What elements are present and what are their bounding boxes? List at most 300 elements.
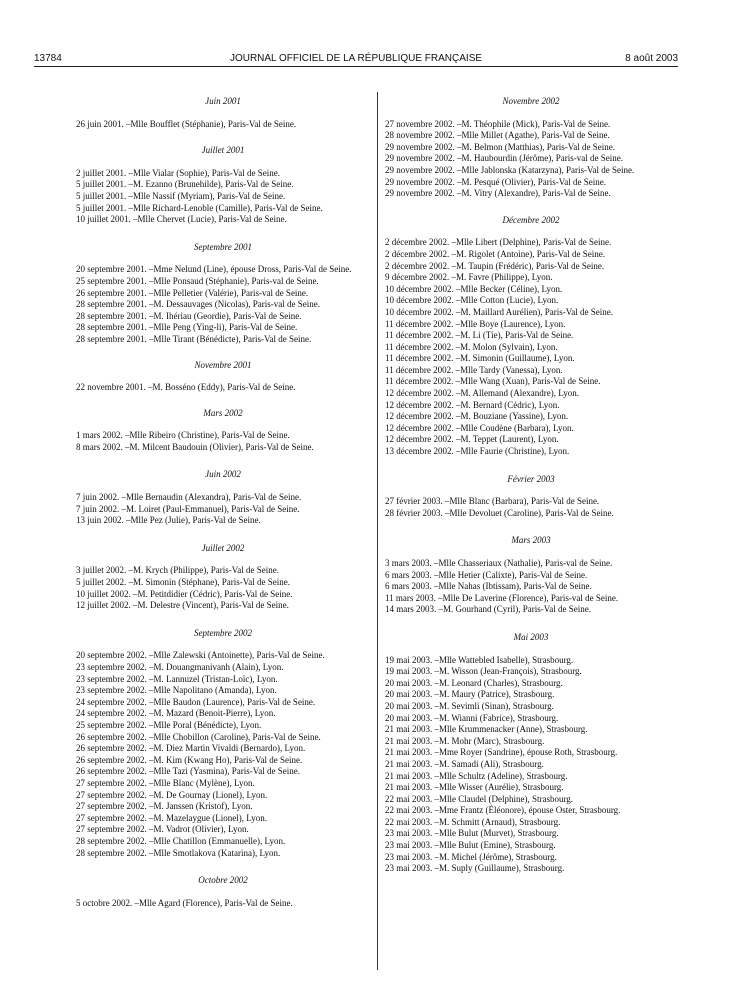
entry-list — [76, 168, 370, 226]
entry-date: 10 juillet 2001. – — [76, 214, 138, 225]
entry-date: 23 septembre 2002. – — [76, 662, 154, 672]
entry-text: M. Allemand (Alexandre), Lyon. — [460, 388, 579, 399]
entry-date: 12 juillet 2002. – — [76, 600, 138, 611]
entry-text: M. Loiret (Paul-Emmanuel), Paris-Val de Seine. — [126, 503, 300, 514]
entry-text: M. Douangmanivanh (Alain), Lyon. — [153, 662, 284, 672]
entry-list — [76, 119, 370, 131]
entry-text: M. Teppet (Laurent), Lyon. — [460, 434, 559, 445]
entry-text: Mlle Blanc (Mylène), Lyon. — [153, 777, 255, 788]
entry-text: Mlle Nahas (Ibtissam), Paris-Val de Seine. — [438, 581, 592, 592]
entry-date: 22 novembre 2001. – — [76, 382, 153, 393]
entry-text: Mlle Ribeiro (Christine), Paris-Val de Seine. — [129, 430, 290, 441]
entry-date: 19 mai 2003. – — [385, 654, 439, 665]
entry-date: 26 septembre 2002. – — [76, 754, 154, 765]
list-item — [385, 188, 677, 200]
entry-text: Mlle Chobillon (Caroline), Paris-Val de Seine. — [153, 731, 321, 742]
entry-text: M. Janssen (Kristof), Lyon. — [153, 801, 253, 812]
list-item — [76, 119, 370, 131]
entry-date: 19 mai 2003. – — [385, 666, 439, 677]
list-item — [385, 423, 677, 435]
entry-text: Mlle Napolitano (Amanda), Lyon. — [153, 685, 277, 696]
list-item — [385, 581, 677, 593]
entry-date: 5 juillet 2002. – — [76, 577, 133, 588]
entry-list — [76, 382, 370, 394]
list-item — [76, 743, 370, 755]
entry-text: Mlle Chasseriaux (Nathalie), Paris-val de Seine. — [438, 558, 613, 568]
entry-date: 10 juillet 2002. – — [76, 588, 138, 599]
entry-text: Mlle Pelletier (Valérie), Paris-val de Seine. — [153, 287, 309, 298]
entry-text: M. Diez Martin Vivaldi (Bernardo), Lyon. — [153, 743, 306, 754]
list-item — [385, 817, 677, 829]
entry-date: 5 juillet 2001. – — [76, 190, 133, 201]
list-item — [385, 747, 677, 759]
entry-list — [385, 237, 677, 457]
entry-text: M. Gourhand (Cyril), Paris-Val de Seine. — [443, 604, 591, 615]
entry-text: M. Schmitt (Arnaud), Strasbourg. — [439, 816, 561, 827]
entry-text: Mlle Nassif (Myriam), Paris-Val de Seine. — [133, 190, 286, 201]
entry-date: 21 mai 2003. – — [385, 724, 439, 735]
entry-text: Mlle Ponsaud (Stéphanie), Paris-val de Seine. — [153, 275, 319, 286]
list-item — [76, 504, 370, 516]
entry-text: M. Li (Tie), Paris-Val de Seine. — [460, 330, 574, 341]
list-item — [385, 237, 677, 249]
entry-text: M. Lannuzel (Tristan-Loïc), Lyon. — [153, 673, 278, 684]
entry-text: Mlle Agard (Florence), Paris-Val de Seine. — [139, 897, 293, 908]
entry-date: 26 septembre 2002. – — [76, 766, 154, 777]
list-item — [76, 824, 370, 836]
list-item — [76, 766, 370, 778]
entry-date: 1 mars 2002. – — [76, 430, 130, 441]
list-item — [76, 299, 370, 311]
list-item — [76, 674, 370, 686]
entry-date: 11 décembre 2002. – — [385, 341, 461, 352]
entry-date: 12 décembre 2002. – — [385, 422, 461, 433]
entry-date: 29 novembre 2002. – — [385, 153, 462, 164]
entry-date: 28 septembre 2001. – — [76, 322, 154, 333]
entry-text: Mlle Vialar (Sophie), Paris-Val de Seine. — [133, 167, 281, 178]
list-item — [76, 732, 370, 744]
entry-date: 20 mai 2003. – — [385, 712, 439, 723]
entry-date: 3 mars 2003. – — [385, 558, 439, 568]
list-item — [76, 813, 370, 825]
list-item — [76, 848, 370, 860]
entry-list — [76, 650, 370, 859]
section-title: Novembre 2001 — [194, 359, 252, 370]
entry-text: Mlle Tirant (Bénédicte), Paris-Val de Seine. — [153, 333, 312, 344]
list-item — [76, 203, 370, 215]
list-item — [385, 689, 677, 701]
list-item — [385, 411, 677, 423]
section-title: Février 2003 — [507, 473, 555, 484]
list-item — [76, 662, 370, 674]
entry-date: 27 novembre 2002. – — [385, 118, 462, 129]
entry-date: 11 décembre 2002. – — [385, 376, 461, 387]
entry-date: 24 septembre 2002. – — [76, 708, 154, 719]
entry-text: M. Bosséno (Eddy), Paris-Val de Seine. — [152, 382, 296, 393]
entry-date: 13 décembre 2002. – — [385, 446, 461, 457]
section-title: Mai 2003 — [513, 631, 549, 642]
entry-text: M. Milcent Baudouin (Olivier), Paris-Val de Seine. — [129, 441, 314, 452]
list-item — [385, 365, 677, 377]
month-section — [76, 875, 370, 909]
entry-date: 12 décembre 2002. – — [385, 399, 461, 410]
entry-date: 21 mai 2003. – — [385, 770, 439, 781]
section-title: Novembre 2002 — [502, 96, 560, 106]
entry-date: 5 juillet 2001. – — [76, 179, 133, 190]
entry-text: Mlle Claudel (Delphine), Strasbourg. — [439, 793, 574, 804]
section-title: Juillet 2001 — [201, 145, 245, 156]
list-item — [385, 570, 677, 582]
list-item — [385, 666, 677, 678]
entry-list — [76, 898, 370, 910]
entry-date: 23 mai 2003. – — [385, 851, 439, 862]
entry-text: M. Favre (Philippe), Lyon. — [455, 272, 553, 283]
list-item — [385, 295, 677, 307]
list-item — [385, 261, 677, 273]
entry-date: 26 juin 2001. – — [76, 118, 131, 129]
entry-date: 20 mai 2003. – — [385, 677, 439, 688]
month-section — [385, 535, 677, 616]
month-section — [76, 145, 370, 226]
entry-date: 27 février 2003. – — [385, 496, 450, 507]
entry-date: 26 septembre 2001. – — [76, 287, 154, 298]
entry-text: Mlle Bernaudin (Alexandra), Paris-Val de Seine. — [126, 492, 302, 503]
list-item — [385, 434, 677, 446]
entry-text: M. Petitdidier (Cédric), Paris-Val de Seine. — [137, 588, 293, 599]
entry-text: Mlle Baudon (Laurence), Paris-Val de Seine. — [153, 696, 316, 707]
entry-date: 2 décembre 2002. – — [385, 260, 456, 271]
entry-date: 6 mars 2003. – — [385, 569, 439, 580]
entry-date: 25 septembre 2002. – — [76, 719, 154, 730]
entry-text: Mlle Wattebled Isabelle), Strasbourg. — [439, 654, 574, 665]
entry-date: 11 décembre 2002. – — [385, 364, 461, 375]
list-item — [385, 142, 677, 154]
entry-text: M. Belmon (Matthias), Paris-Val de Seine. — [461, 141, 615, 152]
list-item — [76, 191, 370, 203]
page-number: 13784 — [34, 53, 62, 64]
entry-date: 28 novembre 2002. – — [385, 130, 462, 141]
entry-date: 12 décembre 2002. – — [385, 388, 461, 399]
list-item — [385, 558, 677, 570]
list-item — [76, 790, 370, 802]
entry-date: 8 mars 2002. – — [76, 441, 130, 452]
list-item — [385, 119, 677, 131]
entry-text: M. Simonin (Stéphane), Paris-Val de Seine. — [133, 577, 290, 588]
entry-date: 7 juin 2002. – — [76, 503, 127, 514]
entry-list — [385, 119, 677, 200]
entry-text: Mlle Hetier (Calixte), Paris-Val de Seine. — [438, 569, 588, 580]
entry-date: 5 juillet 2001. – — [76, 202, 133, 213]
entry-date: 28 septembre 2001. – — [76, 310, 154, 321]
column-divider — [377, 92, 378, 970]
list-item — [385, 376, 677, 388]
list-item — [385, 165, 677, 177]
list-item — [385, 353, 677, 365]
entry-text: Mlle Bulut (Emine), Strasbourg. — [439, 840, 556, 851]
entry-text: Mlle Smotlakova (Katarina), Lyon. — [153, 847, 281, 858]
list-item — [385, 388, 677, 400]
entry-text: M. Maury (Patrice), Strasbourg. — [439, 689, 555, 700]
entry-text: Mlle Libert (Delphine), Paris-Val de Seine. — [455, 237, 612, 248]
list-item — [385, 272, 677, 284]
entry-date: 27 septembre 2002. – — [76, 824, 154, 835]
month-section — [385, 474, 677, 520]
list-item — [385, 177, 677, 189]
entry-text: Mlle Richard-Lenoble (Camille), Paris-Val de Seine. — [133, 202, 323, 213]
entry-text: M. Pesqué (Olivier), Paris-Val de Seine. — [461, 176, 606, 187]
entry-text: Mlle Wisser (Aurélie), Strasbourg. — [439, 782, 564, 793]
entry-date: 28 septembre 2001. – — [76, 333, 154, 344]
page-header — [34, 52, 678, 66]
entry-text: Mme Frantz (Éléonore), épouse Oster, Strasbourg. — [439, 805, 621, 816]
entry-text: Mlle Boye (Laurence), Lyon. — [460, 318, 566, 329]
entry-text: Mlle Tardy (Vanessa), Lyon. — [460, 364, 563, 375]
section-title: Septembre 2002 — [194, 627, 252, 638]
list-item — [385, 852, 677, 864]
entry-date: 11 décembre 2002. – — [385, 330, 461, 341]
entry-date: 11 décembre 2002. – — [385, 318, 461, 329]
section-title: Mars 2003 — [511, 535, 551, 546]
entry-text: M. Taupin (Frédéric), Paris-Val de Seine. — [455, 260, 605, 271]
entry-text: Mlle Wang (Xuan), Paris-Val de Seine. — [460, 376, 601, 387]
entry-date: 11 mars 2003. – — [385, 592, 443, 603]
month-section — [76, 408, 370, 454]
list-item — [385, 400, 677, 412]
entry-date: 27 septembre 2002. – — [76, 812, 154, 823]
entry-date: 29 novembre 2002. – — [385, 188, 462, 199]
list-item — [76, 685, 370, 697]
entry-date: 11 décembre 2002. – — [385, 353, 461, 364]
entry-date: 20 mai 2003. – — [385, 700, 439, 711]
entry-text: M. Haubourdin (Jérôme), Paris-val de Seine. — [461, 153, 623, 164]
entry-text: M. Maillard Aurélien), Paris-Val de Seine. — [460, 306, 613, 317]
entry-date: 20 mai 2003. – — [385, 689, 439, 700]
entry-text: Mlle De Laverine (Florence), Paris-val de Seine. — [442, 592, 619, 603]
entry-date: 28 septembre 2002. – — [76, 847, 154, 858]
list-item — [385, 828, 677, 840]
entry-date: 5 octobre 2002. – — [76, 897, 139, 908]
month-section — [385, 215, 677, 458]
entry-text: M. Dessauvages (Nicolas), Paris-val de Seine. — [153, 299, 320, 310]
entry-date: 27 septembre 2002. – — [76, 801, 154, 812]
entry-date: 9 décembre 2002. – — [385, 272, 456, 283]
entry-date: 10 décembre 2002. – — [385, 295, 461, 306]
entry-date: 28 février 2003. – — [385, 507, 450, 518]
entry-text: M. Bouziane (Yassine), Lyon. — [460, 411, 569, 422]
list-item — [76, 708, 370, 720]
list-item — [76, 311, 370, 323]
section-title: Juillet 2002 — [201, 542, 245, 553]
entry-date: 21 mai 2003. – — [385, 758, 439, 769]
list-item — [385, 593, 677, 605]
left-column — [76, 96, 370, 909]
list-item — [385, 496, 677, 508]
entry-date: 27 septembre 2002. – — [76, 789, 154, 800]
entry-date: 23 mai 2003. – — [385, 828, 439, 839]
entry-date: 14 mars 2003. – — [385, 604, 443, 615]
month-section — [76, 628, 370, 859]
entry-date: 2 décembre 2002. – — [385, 248, 456, 259]
section-title: Mars 2002 — [203, 407, 243, 418]
entry-list — [76, 264, 370, 345]
list-item — [76, 492, 370, 504]
list-item — [385, 863, 677, 875]
entry-date: 20 septembre 2002. – — [76, 650, 154, 661]
list-item — [385, 508, 677, 520]
entry-date: 22 mai 2003. – — [385, 805, 439, 816]
entry-text: M. Leonard (Charles), Strasbourg. — [439, 677, 563, 688]
list-item — [385, 130, 677, 142]
entry-text: Mlle Faurie (Christine), Lyon. — [460, 446, 570, 457]
entry-text: M. Ihériau (Geordie), Paris-Val de Seine. — [153, 310, 302, 321]
entry-list — [385, 558, 677, 616]
entry-date: 23 mai 2003. – — [385, 840, 439, 851]
list-item — [385, 655, 677, 667]
journal-title: JOURNAL OFFICIEL DE LA RÉPUBLIQUE FRANÇAISE — [229, 53, 483, 64]
section-title: Décembre 2002 — [502, 214, 560, 225]
list-item — [76, 334, 370, 346]
entry-text: M. Michel (Jérôme), Strasbourg. — [439, 851, 557, 862]
list-item — [76, 179, 370, 191]
list-item — [76, 322, 370, 334]
entry-text: Mlle Coudène (Barbara), Lyon. — [460, 422, 574, 433]
entry-date: 23 mai 2003. – — [385, 863, 439, 874]
list-item — [76, 382, 370, 394]
list-item — [76, 214, 370, 226]
list-item — [76, 168, 370, 180]
list-item — [385, 284, 677, 296]
entry-date: 7 juin 2002. – — [76, 492, 127, 503]
entry-text: M. Vadrot (Olivier), Lyon. — [153, 824, 249, 835]
entry-date: 26 septembre 2002. – — [76, 743, 154, 754]
month-section — [76, 242, 370, 346]
entry-date: 13 juin 2002. – — [76, 515, 131, 526]
entry-date: 29 novembre 2002. – — [385, 164, 462, 175]
list-item — [76, 755, 370, 767]
list-item — [76, 600, 370, 612]
entry-text: M. Sevimli (Sinan), Strasbourg. — [439, 700, 554, 711]
list-item — [76, 697, 370, 709]
list-item — [385, 153, 677, 165]
entry-date: 21 mai 2003. – — [385, 747, 439, 758]
list-item — [385, 805, 677, 817]
entry-text: Mlle Peng (Ying-li), Paris-Val de Seine. — [153, 322, 298, 333]
list-item — [385, 736, 677, 748]
list-item — [385, 713, 677, 725]
entry-text: M. Théophile (Mick), Paris-Val de Seine. — [461, 118, 611, 129]
entry-date: 25 septembre 2001. – — [76, 275, 154, 286]
entry-text: M. Wisson (Jean-François), Strasbourg. — [439, 666, 582, 677]
list-item — [385, 330, 677, 342]
month-section — [76, 96, 370, 130]
list-item — [76, 565, 370, 577]
entry-text: M. Molon (Sylvain), Lyon. — [460, 341, 558, 352]
section-title: Octobre 2002 — [198, 875, 248, 886]
list-item — [76, 264, 370, 276]
list-item — [76, 898, 370, 910]
entry-date: 22 mai 2003. – — [385, 793, 439, 804]
list-item — [76, 515, 370, 527]
entry-date: 21 mai 2003. – — [385, 782, 439, 793]
list-item — [76, 276, 370, 288]
entry-text: Mme Royer (Sandrine), épouse Roth, Strasbourg. — [439, 747, 618, 758]
entry-date: 3 juillet 2002. – — [76, 565, 133, 576]
list-item — [76, 720, 370, 732]
entry-text: Mlle Blanc (Barbara), Paris-Val de Seine. — [449, 496, 600, 507]
entry-date: 24 septembre 2002. – — [76, 696, 154, 707]
entry-date: 21 mai 2003. – — [385, 735, 439, 746]
entry-text: Mlle Cotton (Lucie), Lyon. — [460, 295, 559, 306]
entry-text: Mme Nelund (Line), épouse Dross, Paris-Val de Seine. — [153, 264, 352, 275]
right-column — [385, 96, 677, 875]
entry-text: M. Suply (Guillaume), Strasbourg. — [439, 863, 565, 874]
list-item — [385, 782, 677, 794]
entry-text: Mlle Schultz (Adeline), Strasbourg. — [439, 770, 568, 781]
list-item — [385, 319, 677, 331]
list-item — [385, 446, 677, 458]
entry-text: Mlle Chervet (Lucie), Paris-Val de Seine. — [137, 214, 287, 225]
entry-list — [385, 496, 677, 519]
entry-text: Mlle Boufflet (Stéphanie), Paris-Val de Seine. — [130, 118, 297, 129]
entry-date: 23 septembre 2002. – — [76, 685, 154, 696]
entry-text: M. Rigolet (Antoine), Paris-Val de Seine. — [455, 248, 605, 259]
entry-text: Mlle Becker (Céline), Lyon. — [460, 283, 563, 294]
list-item — [385, 249, 677, 261]
list-item — [385, 771, 677, 783]
month-section — [385, 632, 677, 875]
list-item — [76, 577, 370, 589]
section-title: Juin 2001 — [205, 96, 241, 106]
entry-text: M. Bernard (Cédric), Lyon. — [460, 399, 560, 410]
entry-text: Mlle Millet (Agathe), Paris-Val de Seine. — [461, 130, 610, 141]
entry-text: M. Kim (Kwang Ho), Paris-Val de Seine. — [153, 754, 303, 765]
list-item — [385, 701, 677, 713]
issue-date: 8 août 2003 — [625, 53, 678, 64]
entry-date: 12 décembre 2002. – — [385, 411, 461, 422]
section-title: Juin 2002 — [205, 469, 241, 480]
list-item — [76, 778, 370, 790]
list-item — [385, 307, 677, 319]
list-item — [385, 342, 677, 354]
month-section — [76, 360, 370, 394]
entry-text: M. Vitry (Alexandre), Paris-Val de Seine. — [461, 188, 611, 199]
entry-date: 29 novembre 2002. – — [385, 176, 462, 187]
month-section — [76, 469, 370, 526]
entry-text: M. Ezanno (Brunehilde), Paris-Val de Seine. — [133, 179, 294, 190]
entry-date: 22 mai 2003. – — [385, 816, 439, 827]
list-item — [76, 442, 370, 454]
entry-text: M. Mazard (Benoit-Pierre), Lyon. — [153, 708, 276, 719]
list-item — [76, 650, 370, 662]
entry-date: 27 septembre 2002. – — [76, 777, 154, 788]
entry-date: 2 décembre 2002. – — [385, 237, 456, 248]
section-title: Septembre 2001 — [194, 241, 252, 252]
entry-list — [76, 430, 370, 453]
list-item — [76, 288, 370, 300]
entry-text: Mlle Zalewski (Antoinette), Paris-Val de Seine. — [153, 650, 325, 661]
entry-text: M. De Gournay (Lionel), Lyon. — [153, 789, 268, 800]
entry-list — [76, 565, 370, 611]
entry-list — [385, 655, 677, 875]
list-item — [385, 840, 677, 852]
entry-text: Mlle Jablonska (Katarzyna), Paris-Val de Seine. — [461, 164, 635, 175]
entry-text: M. Delestre (Vincent), Paris-Val de Seine. — [137, 600, 289, 611]
entry-date: 12 décembre 2002. – — [385, 434, 461, 445]
list-item — [385, 678, 677, 690]
entry-date: 2 juillet 2001. – — [76, 167, 133, 178]
entry-text: M. Mohr (Marc), Strasbourg. — [439, 735, 545, 746]
list-item — [76, 836, 370, 848]
